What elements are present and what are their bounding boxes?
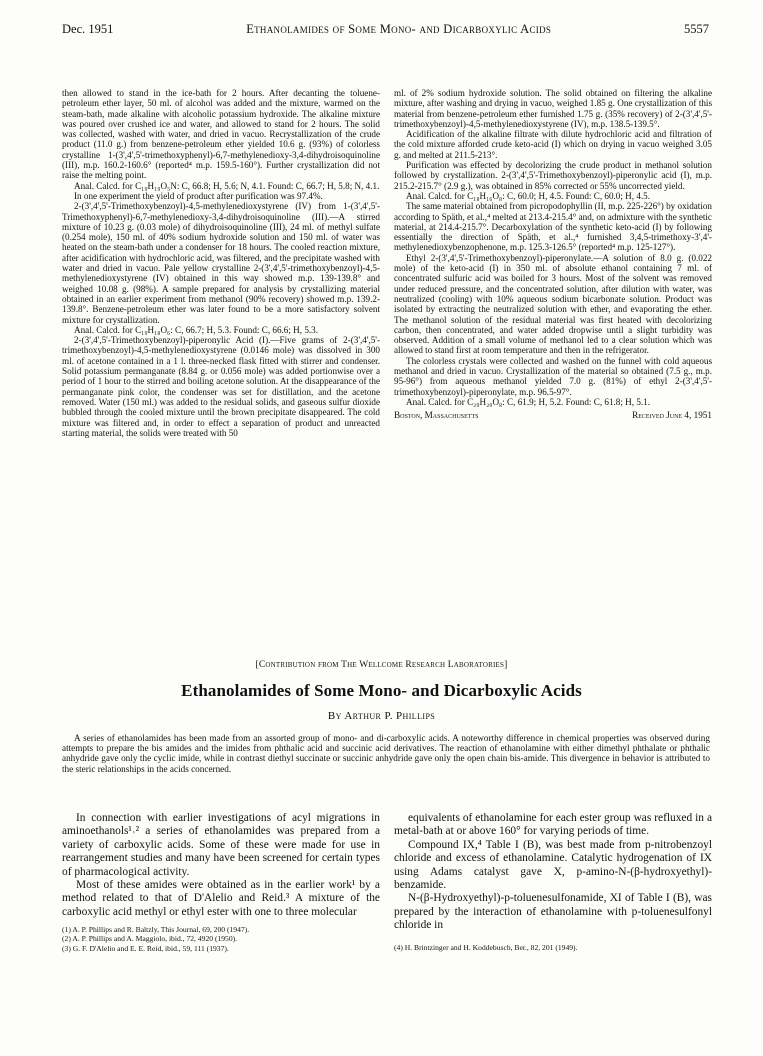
paragraph: equivalents of ethanolamine for each ester group was refluxed in a metal-bath at or above 160° for varying periods of time. bbox=[394, 812, 712, 838]
paragraph: Acidification of the alkaline filtrate with dilute hydrochloric acid and filtration of the cold mixture afforded crude keto-acid (I) which on drying in vacuo weighed 3.05 g. and melted at 211.5-213°. bbox=[394, 129, 712, 160]
footer-received: Received June 4, 1951 bbox=[632, 410, 712, 421]
abstract bbox=[62, 733, 710, 774]
paragraph: Compound IX,⁴ Table I (B), was best made from p-nitrobenzoyl chloride and excess of ethanolamine. Catalytic hydrogenation of IX using Adams catalyst gave X, p-amino-N-(β-hydroxyethyl)-benzamide. bbox=[394, 838, 712, 892]
running-head bbox=[62, 22, 709, 38]
top-right-column bbox=[394, 88, 712, 636]
paragraph: The colorless crystals were collected and washed on the funnel with cold aqueous methanol and dried in vacuo. Crystallization of the material so obtained (7.5 g., m.p. 95-96°) from aqueous methanol yielded 7.0 g. (81%) of ethyl 2-(3',4',5'-trimethoxybenzoyl)-piperonylate, m.p. 96.5-97°. bbox=[394, 355, 712, 397]
footnote: (1) A. P. Phillips and R. Baltzly, This Journal, 69, 200 (1947). bbox=[62, 925, 250, 935]
paragraph: then allowed to stand in the ice-bath for 2 hours. After decanting the toluene-petroleum ether layer, 50 ml. of alcohol was added and the mixture, warmed on the steam-bath, made alkaline with alcoholic potassium hydroxide. The alkaline mixture was poured over crushed ice and water, and allowed to stand for 2 hours. The solid was collected, washed with water, and dried in vacuo. Recrystallization of the crude product (11.0 g.) from benzene-petroleum ether yielded 10.6 g. (93%) of colorless crystalline 1-(3',4',5'-trimethoxyphenyl)-6,7-methylenedioxy-3,4-dihydroisoquinoline (III), m.p. 160.2-160.6° (reported⁴ m.p. 159.5-160°). Further crystallization did not raise the melting point. bbox=[62, 88, 380, 181]
header-date: Dec. 1951 bbox=[62, 22, 114, 36]
paragraph: 2-(3',4',5'-Trimethoxybenzoyl)-4,5-methylenedioxystyrene (IV) from 1-(3',4',5'-Trimethoxyphenyl)-6,7-methylenedioxy-3,4-dihydroisoquinoline (III).—A stirred mixture of 10.23 g. (0.03 mole) of dihydroisoquinoline (III), 24 ml. of methyl sulfate (0.254 mole), 150 ml. of 40% sodium hydroxide solution and 150 ml. of water was heated on the steam-bath under a condenser for 18 hours. The cooled reaction mixture, after acidification with hydrochloric acid, was filtered, and the precipitate washed with water and dried in vacuo. Pale yellow crystalline 2-(3',4',5'-trimethoxybenzoyl)-4,5-methylenedioxystyrene (IV) obtained in this way showed m.p. 139-139.8° and weighed 10.08 g. (98%). A sample prepared for analysis by crystallizing material obtained in an earlier experiment from methanol (90% recovery) showed m.p. 139.2-139.8°. Benzene-petroleum ether was later found to be a more satisfactory solvent mixture for crystallization. bbox=[62, 201, 380, 325]
footnotes-left bbox=[62, 925, 380, 953]
bottom-left-column bbox=[62, 812, 380, 1047]
paragraph: Anal. Calcd. for C₁₉H₁₈O₆: C, 66.7; H, 5.3. Found: C, 66.6; H, 5.3. bbox=[74, 324, 319, 335]
footer-location: Boston, Massachusetts bbox=[394, 410, 479, 421]
article-title: Ethanolamides of Some Mono- and Dicarboxylic Acids bbox=[181, 681, 582, 700]
abstract-text: A series of ethanolamides has been made from an assorted group of mono- and di-carboxylic acids. A noteworthy difference in chemical properties was observed during attempts to prepare the bis amides and the imides from phthalic acid and succinic acid derivatives. The reaction of ethanolamine with either dimethyl phthalate or phthalic anhydride gave only the cyclic imide, while in contrast diethyl succinate or succinic anhydride gave only the open chain bis-amide. This divergence in behavior is attributed to the steric relationships in the acids concerned. bbox=[62, 733, 710, 774]
footnote: (2) A. P. Phillips and A. Maggiolo, ibid., 72, 4920 (1950). bbox=[62, 934, 238, 944]
paragraph: Purification was effected by decolorizing the crude product in methanol solution followed by crystallization. 2-(3',4',5'-Trimethoxybenzoyl)-piperonylic acid (I), m.p. 215.2-215.7° (2.9 g.), was obtained in 85% corrected or 55% uncorrected yield. bbox=[394, 160, 712, 191]
paragraph: Most of these amides were obtained as in the earlier work¹ by a method related to that of D'Alelio and Reid.³ A mixture of the carboxylic acid methyl or ethyl ester with one to three molecular bbox=[62, 879, 380, 918]
paragraph: In one experiment the yield of product after purification was 97.4%. bbox=[74, 190, 323, 201]
author-byline: By Arthur P. Phillips bbox=[327, 710, 436, 722]
paragraph: In connection with earlier investigations of acyl migrations in aminoethanols¹˒² a series of ethanolamides was prepared from a variety of carboxylic acids. Some of these were made for use in rearrangement studies and many have been screened for certain types of pharmacological activity. bbox=[62, 812, 380, 878]
header-title: Ethanolamides of Some Mono- and Dicarboxylic Acids bbox=[246, 22, 552, 36]
footnote: (3) G. F. D'Alelio and E. E. Reid, ibid., 59, 111 (1937). bbox=[62, 943, 229, 953]
paragraph: Anal. Calcd. for C₁₉H₁₉O₅N: C, 66.8; H, 5.6; N, 4.1. Found: C, 66.7; H, 5.8; N, 4.1. bbox=[74, 180, 380, 191]
paragraph: The same material obtained from picropodophyllin (II, m.p. 225-226°) by oxidation according to Späth, et al.,⁴ melted at 213.4-215.4° and, on admixture with the synthetic material, at 214.4-215.7°. Decarboxylation of the synthetic keto-acid (I) by following essentially the direction of Späth, et al.,⁴ furnished 3,4,5-trimethoxy-3',4'-methylenedioxybenzophenone, m.p. 125.3-126.5° (reported⁴ m.p. 125-127°). bbox=[394, 201, 712, 253]
footnotes-right bbox=[394, 943, 712, 952]
paragraph: Anal. Calcd. for C₁₈H₁₆O₈: C, 60.0; H, 4.5. Found: C, 60.0; H, 4.5. bbox=[406, 190, 651, 201]
paragraph: Ethyl 2-(3',4',5'-Trimethoxybenzoyl)-piperonylate.—A solution of 8.0 g. (0.022 mole) of the keto-acid (I) in 350 ml. of absolute ethanol containing 7 ml. of concentrated sulfuric acid was boiled for 3 hours. Most of the solvent was removed under reduced pressure, and the concentrated solution, after dilution with water, was neutralized (cooling) with 10% aqueous sodium bicarbonate solution. Product was isolated by extracting the neutralized solution with ether, and evaporating the ether. The methanol solution of the residual material was first heated with decolorizing carbon, then concentrated, and water added dropwise until a slight turbidity was observed. Addition of a small volume of methanol led to a clear solution which was allowed to stand first at room temperature and then in the refrigerator. bbox=[394, 252, 712, 356]
bottom-right-column bbox=[394, 812, 712, 1047]
paragraph: Anal. Calcd. for C₂₀H₂₀O₈: C, 61.9; H, 5.2. Found: C, 61.8; H, 5.1. bbox=[406, 396, 651, 407]
paragraph: N-(β-Hydroxyethyl)-p-toluenesulfonamide, XI of Table I (B), was prepared by the interaction of ethanolamine with p-toluenesulfonyl chloride in bbox=[394, 892, 712, 932]
paragraph: ml. of 2% sodium hydroxide solution. The solid obtained on filtering the alkaline mixture, after washing and drying in vacuo, weighed 1.85 g. One crystallization of this material from benzene-petroleum ether furnished 1.75 g. (35% recovery) of 2-(3',4',5'-trimethoxybenzoyl)-4,5-methylenedioxystyrene (IV), m.p. 138.5-139.5°. bbox=[394, 88, 712, 129]
page-number: 5557 bbox=[683, 22, 709, 36]
article-footer bbox=[394, 410, 712, 420]
contribution-line: [Contribution from The Wellcome Research Laboratories] bbox=[255, 660, 508, 670]
top-left-column bbox=[62, 88, 380, 636]
footnote: (4) H. Brintzinger and H. Koddebusch, Ber., 82, 201 (1949). bbox=[394, 942, 578, 952]
paragraph: 2-(3',4',5'-Trimethoxybenzoyl)-piperonylic Acid (I).—Five grams of 2-(3',4',5'-trimethoxybenzoyl)-4,5-methylenedioxystyrene (0.0146 mole) was dissolved in 300 ml. of acetone contained in a 1 l. three-necked flask fitted with stirrer and condenser. Solid potassium permanganate (8.84 g. or 0.056 mole) was added portionwise over a period of 1 hour to the stirred and boiling acetone solution. At the disappearance of the permanganate pink color, the condenser was set for distillation, and the acetone removed. Water (150 ml.) was added to the residual solids, and gaseous sulfur dioxide bubbled through the cooled mixture until the brown precipitate disappeared. The cold mixture was filtered and, in order to effect a separation of product and unreacted starting material, the solids were treated with 50 bbox=[62, 335, 380, 438]
